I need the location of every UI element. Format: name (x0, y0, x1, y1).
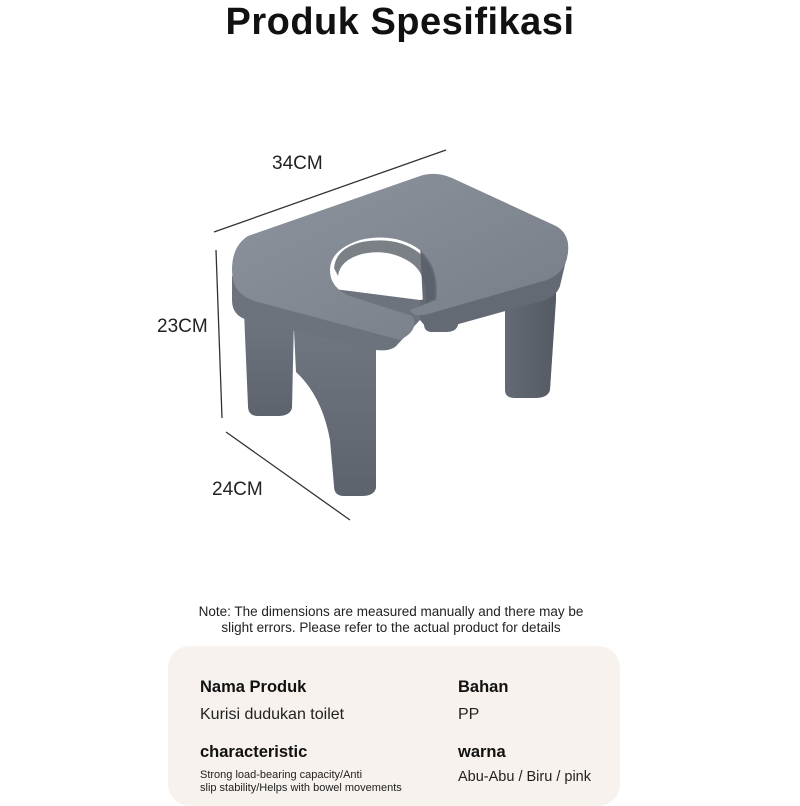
characteristic-line-1: Strong load-bearing capacity/Anti (200, 769, 363, 781)
color-value: Abu-Abu / Biru / pink (458, 769, 591, 785)
characteristic-line-2: slip stability/Helps with bowel movements (200, 782, 402, 794)
characteristic-label: characteristic (200, 743, 308, 761)
note-line-2: slight errors. Please refer to the actual product for details (221, 620, 561, 635)
product-name-value: Kurisi dudukan toilet (200, 706, 345, 723)
note-line-1: Note: The dimensions are measured manually and there may be (198, 604, 584, 619)
spec-panel (168, 646, 620, 806)
characteristic-value (200, 769, 402, 795)
dimension-height-label: 23CM (157, 316, 208, 337)
material-label: Bahan (458, 678, 509, 696)
product-name-label: Nama Produk (200, 678, 307, 696)
dimension-depth-label: 24CM (212, 479, 263, 500)
dimension-width-label: 34CM (272, 153, 323, 174)
dimension-line-height (216, 250, 222, 418)
material-value: PP (458, 706, 480, 723)
front-right-leg (294, 330, 376, 496)
dimension-note (0, 604, 782, 636)
page-title: Produk Spesifikasi (225, 1, 575, 43)
color-label: warna (458, 743, 506, 761)
